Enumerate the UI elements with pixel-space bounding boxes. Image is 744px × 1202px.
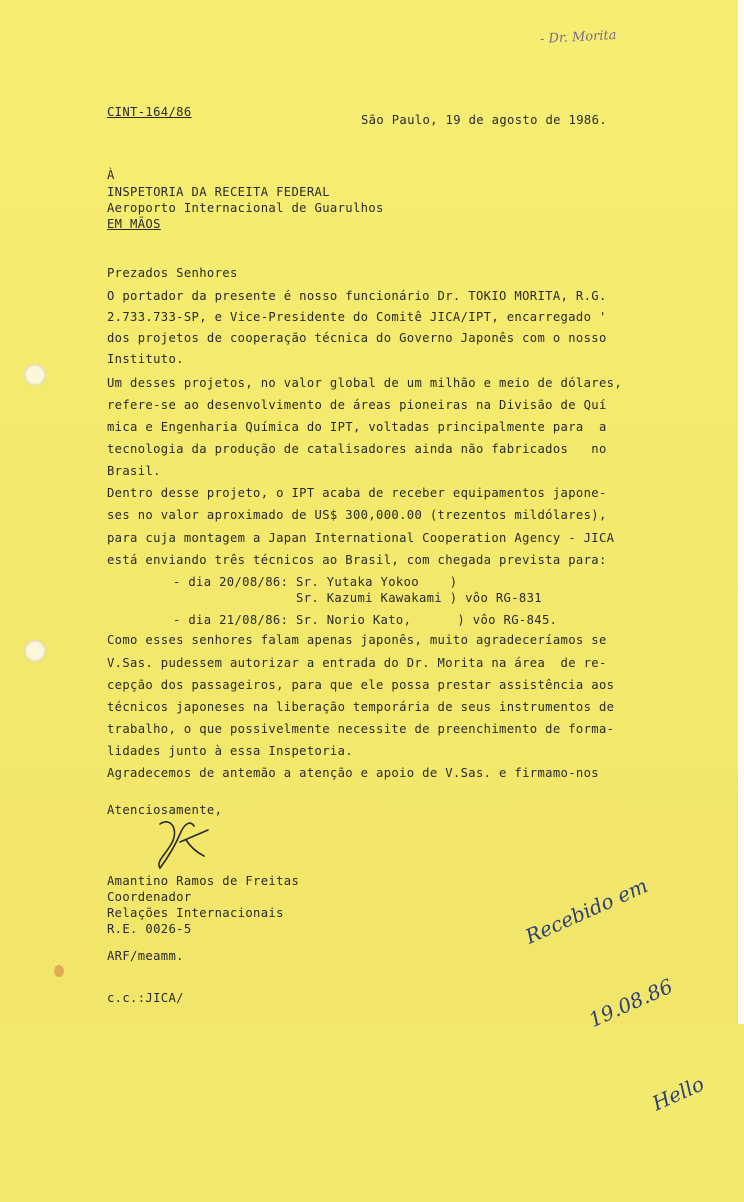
body-line: lidades junto à essa Inspetoria. [107,744,353,758]
body-line: Dentro desse projeto, o IPT acaba de receber equipamentos japone- [107,486,607,500]
stain-mark [54,965,64,977]
received-stamp-note [492,807,744,1202]
schedule-line: - dia 21/08/86: Sr. Norio Kato, ) vôo RG-845. [173,613,558,627]
received-date: 19.08.86 [585,973,677,1033]
reference-number: CINT-164/86 [107,105,192,119]
body-line: refere-se ao desenvolvimento de áreas pioneiras na Divisão de Quí [107,398,607,412]
signatory-name: Amantino Ramos de Freitas [107,874,300,888]
body-line: Brasil. [107,464,161,478]
body-line: O portador da presente é nosso funcionário Dr. TOKIO MORITA, R.G. [107,289,607,303]
punch-hole-bottom [24,640,46,662]
body-line: trabalho, o que possivelmente necessite de preenchimento de forma- [107,722,615,736]
page-edge [738,0,744,1024]
body-line: Como esses senhores falam apenas japonês, muito agradeceríamos se [107,633,607,647]
received-signature: Hello [648,1071,708,1116]
handwritten-note: - Dr. Morita [539,28,617,47]
body-line: tecnologia da produção de catalisadores ainda não fabricados no [107,442,607,456]
schedule-line: Sr. Kazumi Kawakami ) vôo RG-831 [173,591,542,605]
body-line: 2.733.733-SP, e Vice-Presidente do Comitê JICA/IPT, encarregado ' [107,310,607,324]
salutation: Prezados Senhores [107,266,238,280]
signatory-title: Coordenador [107,890,192,904]
signatory-id: R.E. 0026-5 [107,922,192,936]
body-line: para cuja montagem a Japan International Cooperation Agency - JICA [107,531,615,545]
recipient-line2: Aeroporto Internacional de Guarulhos [107,201,384,215]
recipient-line3: EM MÃOS [107,217,161,231]
body-line: mica e Engenharia Química do IPT, voltadas principalmente para a [107,420,607,434]
punch-hole-top [24,364,46,386]
schedule-line: - dia 20/08/86: Sr. Yutaka Yokoo ) [173,575,458,589]
body-line: Um desses projetos, no valor global de um milhão e meio de dólares, [107,376,623,390]
handwritten-signature [150,812,220,872]
body-line: ses no valor aproximado de US$ 300,000.00 (trezentos mildólares), [107,508,607,522]
signatory-department: Relações Internacionais [107,906,284,920]
body-line: Instituto. [107,352,184,366]
body-line: técnicos japoneses na liberação temporária de seus instrumentos de [107,700,615,714]
received-label: Recebido em [521,873,652,949]
body-line: dos projetos de cooperação técnica do Governo Japonês com o nosso [107,331,607,345]
closing: Atenciosamente, [107,803,223,817]
initials: ARF/meamm. [107,949,184,963]
body-line: Agradecemos de antemão a atenção e apoio de V.Sas. e firmamo-nos [107,766,599,780]
carbon-copy: c.c.:JICA/ [107,991,184,1005]
recipient-line1: INSPETORIA DA RECEITA FEDERAL [107,185,330,199]
body-line: V.Sas. pudessem autorizar a entrada do Dr. Morita na área de re- [107,656,607,670]
recipient-to: À [107,168,115,182]
date-line: São Paulo, 19 de agosto de 1986. [361,113,607,127]
body-line: está enviando três técnicos ao Brasil, com chegada prevista para: [107,553,607,567]
body-line: cepção dos passageiros, para que ele possa prestar assistência aos [107,678,615,692]
